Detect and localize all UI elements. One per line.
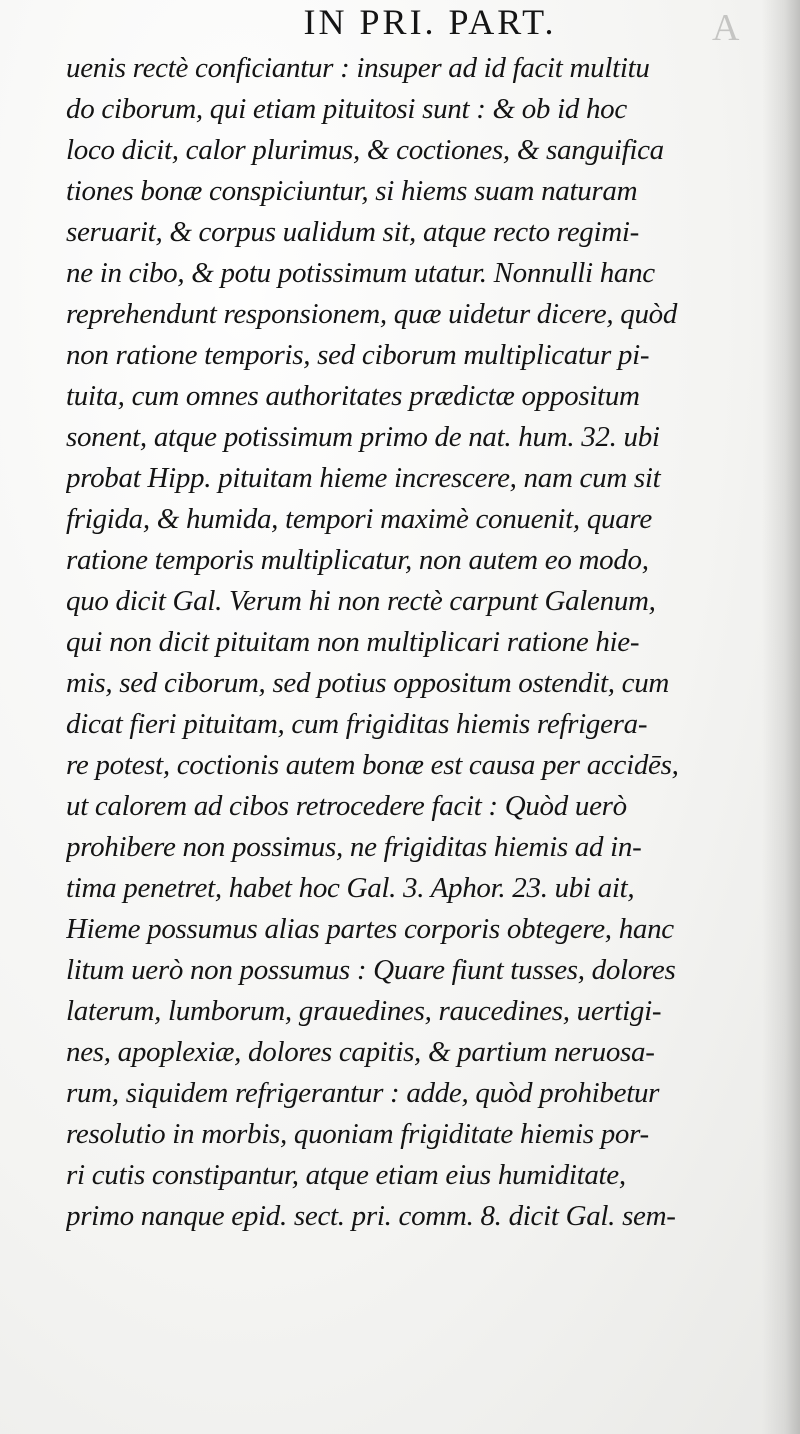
text-line: nes, apoplexiæ, dolores capitis, & partium neruosa- [66,1036,655,1068]
body-text [66,48,766,1237]
text-line: Hieme possumus alias partes corporis obtegere, hanc [66,913,674,945]
running-header: IN PRI. PART. [303,2,557,42]
text-line: primo nanque epid. sect. pri. comm. 8. dicit Gal. sem- [66,1200,676,1232]
text-line: sonent, atque potissimum primo de nat. hum. 32. ubi [66,421,660,453]
text-line: tima penetret, habet hoc Gal. 3. Aphor. 23. ubi ait, [66,872,635,904]
text-line: laterum, lumborum, grauedines, raucedines, uertigi- [66,995,662,1027]
text-line: mis, sed ciborum, sed potius oppositum ostendit, cum [66,667,670,699]
text-line: prohibere non possimus, ne frigiditas hiemis ad in- [66,831,642,863]
text-line: ratione temporis multiplicatur, non autem eo modo, [66,544,649,576]
text-line: ut calorem ad cibos retrocedere facit : Quòd uerò [66,790,627,822]
text-line: litum uerò non possumus : Quare fiunt tusses, dolores [66,954,676,986]
text-line: probat Hipp. pituitam hieme increscere, nam cum sit [66,462,661,494]
text-line: loco dicit, calor plurimus, & coctiones, & sanguifica [66,134,664,166]
text-line: resolutio in morbis, quoniam frigiditate hiemis por- [66,1118,649,1150]
text-line: rum, siquidem refrigerantur : adde, quòd prohibetur [66,1077,660,1109]
text-line: do ciborum, qui etiam pituitosi sunt : & ob id hoc [66,93,627,125]
text-line: seruarit, & corpus ualidum sit, atque recto regimi- [66,216,639,248]
text-line: ne in cibo, & potu potissimum utatur. Nonnulli hanc [66,257,655,289]
text-line: qui non dicit pituitam non multiplicari ratione hie- [66,626,640,658]
show-through-mark: A [712,7,740,49]
text-line: dicat fieri pituitam, cum frigiditas hiemis refrigera- [66,708,648,740]
text-line: ri cutis constipantur, atque etiam eius humiditate, [66,1159,626,1191]
text-line: tiones bonæ conspiciuntur, si hiems suam naturam [66,175,638,207]
text-line: tuita, cum omnes authoritates prædictæ oppositum [66,380,640,412]
text-line: reprehendunt responsionem, quæ uidetur dicere, quòd [66,298,678,330]
text-line: frigida, & humida, tempori maximè conuenit, quare [66,503,652,535]
text-line: non ratione temporis, sed ciborum multiplicatur pi- [66,339,650,371]
text-line: quo dicit Gal. Verum hi non rectè carpunt Galenum, [66,585,656,617]
page-gutter-shadow [762,0,800,1434]
text-line: uenis rectè conficiantur : insuper ad id facit multitu [66,52,650,84]
text-line: re potest, coctionis autem bonæ est causa per accidēs, [66,749,679,781]
